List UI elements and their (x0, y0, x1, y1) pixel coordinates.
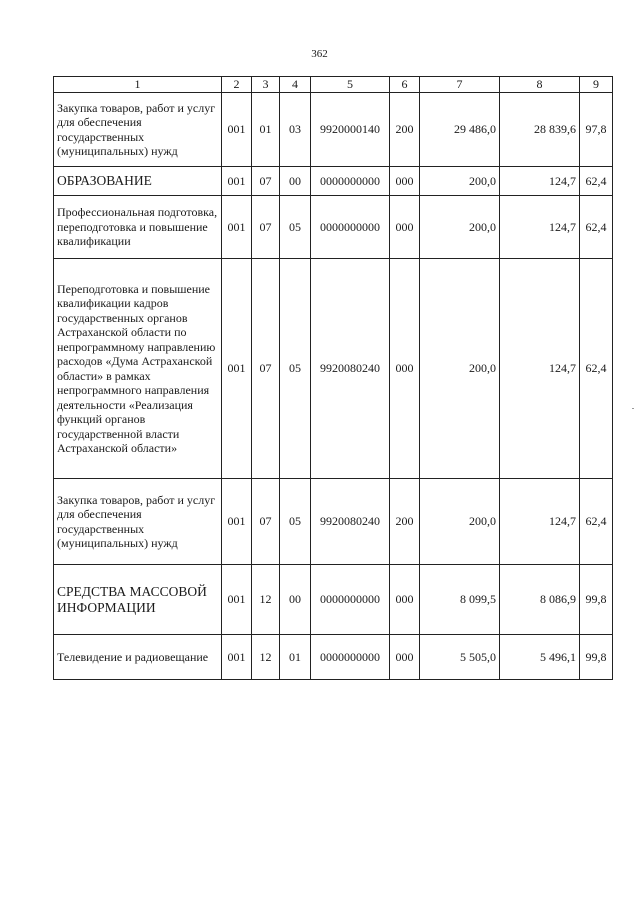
row-name: СРЕДСТВА МАССОВОЙ ИНФОРМАЦИИ (54, 565, 222, 635)
column-header: 2 (222, 77, 252, 93)
row-name: Закупка товаров, работ и услуг для обеспечения государственных (муниципальных) нужд (54, 479, 222, 565)
column-header: 3 (252, 77, 280, 93)
column-header: 1 (54, 77, 222, 93)
cell-code-2: 001 (222, 635, 252, 680)
column-header: 7 (420, 77, 500, 93)
page-number: 362 (311, 48, 328, 60)
cell-code-2: 001 (222, 196, 252, 259)
table-row (54, 565, 613, 635)
column-header: 8 (500, 77, 580, 93)
column-header: 5 (311, 77, 390, 93)
cell-code-4: 05 (280, 479, 311, 565)
cell-planned: 5 505,0 (420, 635, 500, 680)
cell-code-3: 01 (252, 93, 280, 167)
column-header: 4 (280, 77, 311, 93)
scan-speck (632, 408, 634, 409)
cell-code-5: 0000000000 (311, 635, 390, 680)
cell-code-3: 12 (252, 565, 280, 635)
cell-code-3: 07 (252, 259, 280, 479)
cell-executed: 124,7 (500, 167, 580, 196)
cell-code-5: 9920080240 (311, 259, 390, 479)
cell-planned: 200,0 (420, 479, 500, 565)
cell-code-5: 0000000000 (311, 167, 390, 196)
cell-code-5: 9920000140 (311, 93, 390, 167)
cell-percent: 62,4 (580, 167, 613, 196)
cell-executed: 8 086,9 (500, 565, 580, 635)
row-name: Телевидение и радиовещание (54, 635, 222, 680)
cell-percent: 62,4 (580, 196, 613, 259)
row-name: Переподготовка и повышение квалификации кадров государственных органов Астраханской области по непрограммному направлению расходов «Дума Астраханской области» в рамках непрограммного направления деятельности «Реализация функций органов государственной власти Астраханской области» (54, 259, 222, 479)
cell-planned: 200,0 (420, 196, 500, 259)
table-row (54, 196, 613, 259)
table-row (54, 167, 613, 196)
column-header: 6 (390, 77, 420, 93)
cell-code-6: 200 (390, 93, 420, 167)
cell-code-6: 000 (390, 167, 420, 196)
cell-executed: 124,7 (500, 479, 580, 565)
cell-executed: 28 839,6 (500, 93, 580, 167)
cell-code-2: 001 (222, 565, 252, 635)
cell-code-4: 01 (280, 635, 311, 680)
table-row (54, 93, 613, 167)
cell-executed: 5 496,1 (500, 635, 580, 680)
cell-percent: 62,4 (580, 259, 613, 479)
cell-code-2: 001 (222, 259, 252, 479)
cell-code-6: 000 (390, 635, 420, 680)
cell-code-4: 00 (280, 167, 311, 196)
cell-code-4: 05 (280, 259, 311, 479)
cell-planned: 200,0 (420, 259, 500, 479)
row-name: Закупка товаров, работ и услуг для обеспечения государственных (муниципальных) нужд (54, 93, 222, 167)
column-header: 9 (580, 77, 613, 93)
table-row (54, 479, 613, 565)
cell-code-2: 001 (222, 93, 252, 167)
cell-code-3: 07 (252, 167, 280, 196)
cell-percent: 97,8 (580, 93, 613, 167)
cell-code-6: 000 (390, 259, 420, 479)
cell-percent: 99,8 (580, 635, 613, 680)
cell-code-3: 07 (252, 196, 280, 259)
budget-table (53, 76, 613, 680)
cell-executed: 124,7 (500, 196, 580, 259)
cell-planned: 8 099,5 (420, 565, 500, 635)
row-name: ОБРАЗОВАНИЕ (54, 167, 222, 196)
header-row (54, 77, 613, 93)
cell-code-5: 9920080240 (311, 479, 390, 565)
cell-code-3: 12 (252, 635, 280, 680)
cell-code-4: 00 (280, 565, 311, 635)
cell-code-2: 001 (222, 167, 252, 196)
table-row (54, 635, 613, 680)
cell-code-6: 000 (390, 565, 420, 635)
cell-percent: 62,4 (580, 479, 613, 565)
cell-code-6: 200 (390, 479, 420, 565)
cell-code-5: 0000000000 (311, 565, 390, 635)
row-name: Профессиональная подготовка, переподготовка и повышение квалификации (54, 196, 222, 259)
cell-code-6: 000 (390, 196, 420, 259)
cell-percent: 99,8 (580, 565, 613, 635)
cell-code-3: 07 (252, 479, 280, 565)
cell-planned: 29 486,0 (420, 93, 500, 167)
cell-planned: 200,0 (420, 167, 500, 196)
cell-code-4: 03 (280, 93, 311, 167)
table-row (54, 259, 613, 479)
cell-executed: 124,7 (500, 259, 580, 479)
cell-code-5: 0000000000 (311, 196, 390, 259)
cell-code-4: 05 (280, 196, 311, 259)
cell-code-2: 001 (222, 479, 252, 565)
